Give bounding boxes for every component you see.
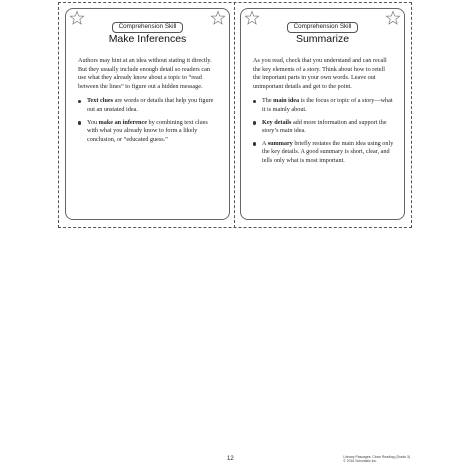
card-make-inferences: [65, 8, 230, 220]
list-item: [253, 97, 394, 114]
footer-copyright: © 2016 Scholastic Inc.: [343, 459, 378, 464]
bullet-list: [78, 97, 219, 144]
bold-term: main idea: [273, 97, 300, 105]
bullet-icon: [78, 121, 81, 124]
cut-line-divider: [234, 2, 235, 228]
bullet-text: A: [262, 139, 268, 147]
bold-term: summary: [267, 139, 293, 147]
bullet-text: briefly restates the main idea using only the key details. A good summary is short, clear, and tells only what is most important.: [262, 139, 394, 164]
bullet-text: You: [87, 118, 99, 126]
footer-credit: [343, 455, 410, 463]
bullet-icon: [253, 142, 256, 145]
bold-term: make an inference: [98, 118, 147, 126]
bullet-text: The: [262, 97, 274, 105]
skill-label: Comprehension Skill: [287, 22, 359, 33]
card-title: Make Inferences: [108, 33, 187, 45]
page-number: 12: [227, 456, 234, 462]
bullet-text: by combining text clues with what you already know to form a likely conclusion, or “educated guess.”: [87, 118, 208, 143]
bullet-icon: [253, 100, 256, 103]
bullet-list: [253, 97, 394, 165]
list-item: [78, 97, 219, 114]
card-body: [78, 57, 219, 148]
bullet-icon: [253, 121, 256, 124]
bullet-text: are words or details that help you figure out an unstated idea.: [87, 97, 214, 113]
skill-label: Comprehension Skill: [112, 22, 184, 33]
list-item: [253, 140, 394, 166]
intro-paragraph: Authors may hint at an idea without stating it directly. But they usually include enough detail so readers can use what they already know about a topic to “read between the lines” to figure out a hidden message.: [78, 57, 212, 90]
bullet-text: add more information and support the story’s main idea.: [262, 118, 387, 135]
card-body: [253, 57, 394, 170]
list-item: [78, 119, 219, 145]
bullet-text: is the focus or topic of a story—what it is mainly about.: [262, 97, 393, 113]
intro-paragraph: As you read, check that you understand and can recall the key elements of a story. Think about how to retell the important parts in your own words. Leave out unimportant details and get to the point.: [253, 57, 387, 90]
card-summarize: [240, 8, 405, 220]
footer-book-title: Literary Passages: Close Reading (Grade 3): [343, 455, 410, 459]
bullet-icon: [78, 100, 81, 103]
list-item: [253, 119, 394, 136]
card-title: Summarize: [295, 33, 350, 45]
bold-term: Text clues: [87, 97, 114, 105]
bold-term: Key details: [262, 118, 292, 126]
